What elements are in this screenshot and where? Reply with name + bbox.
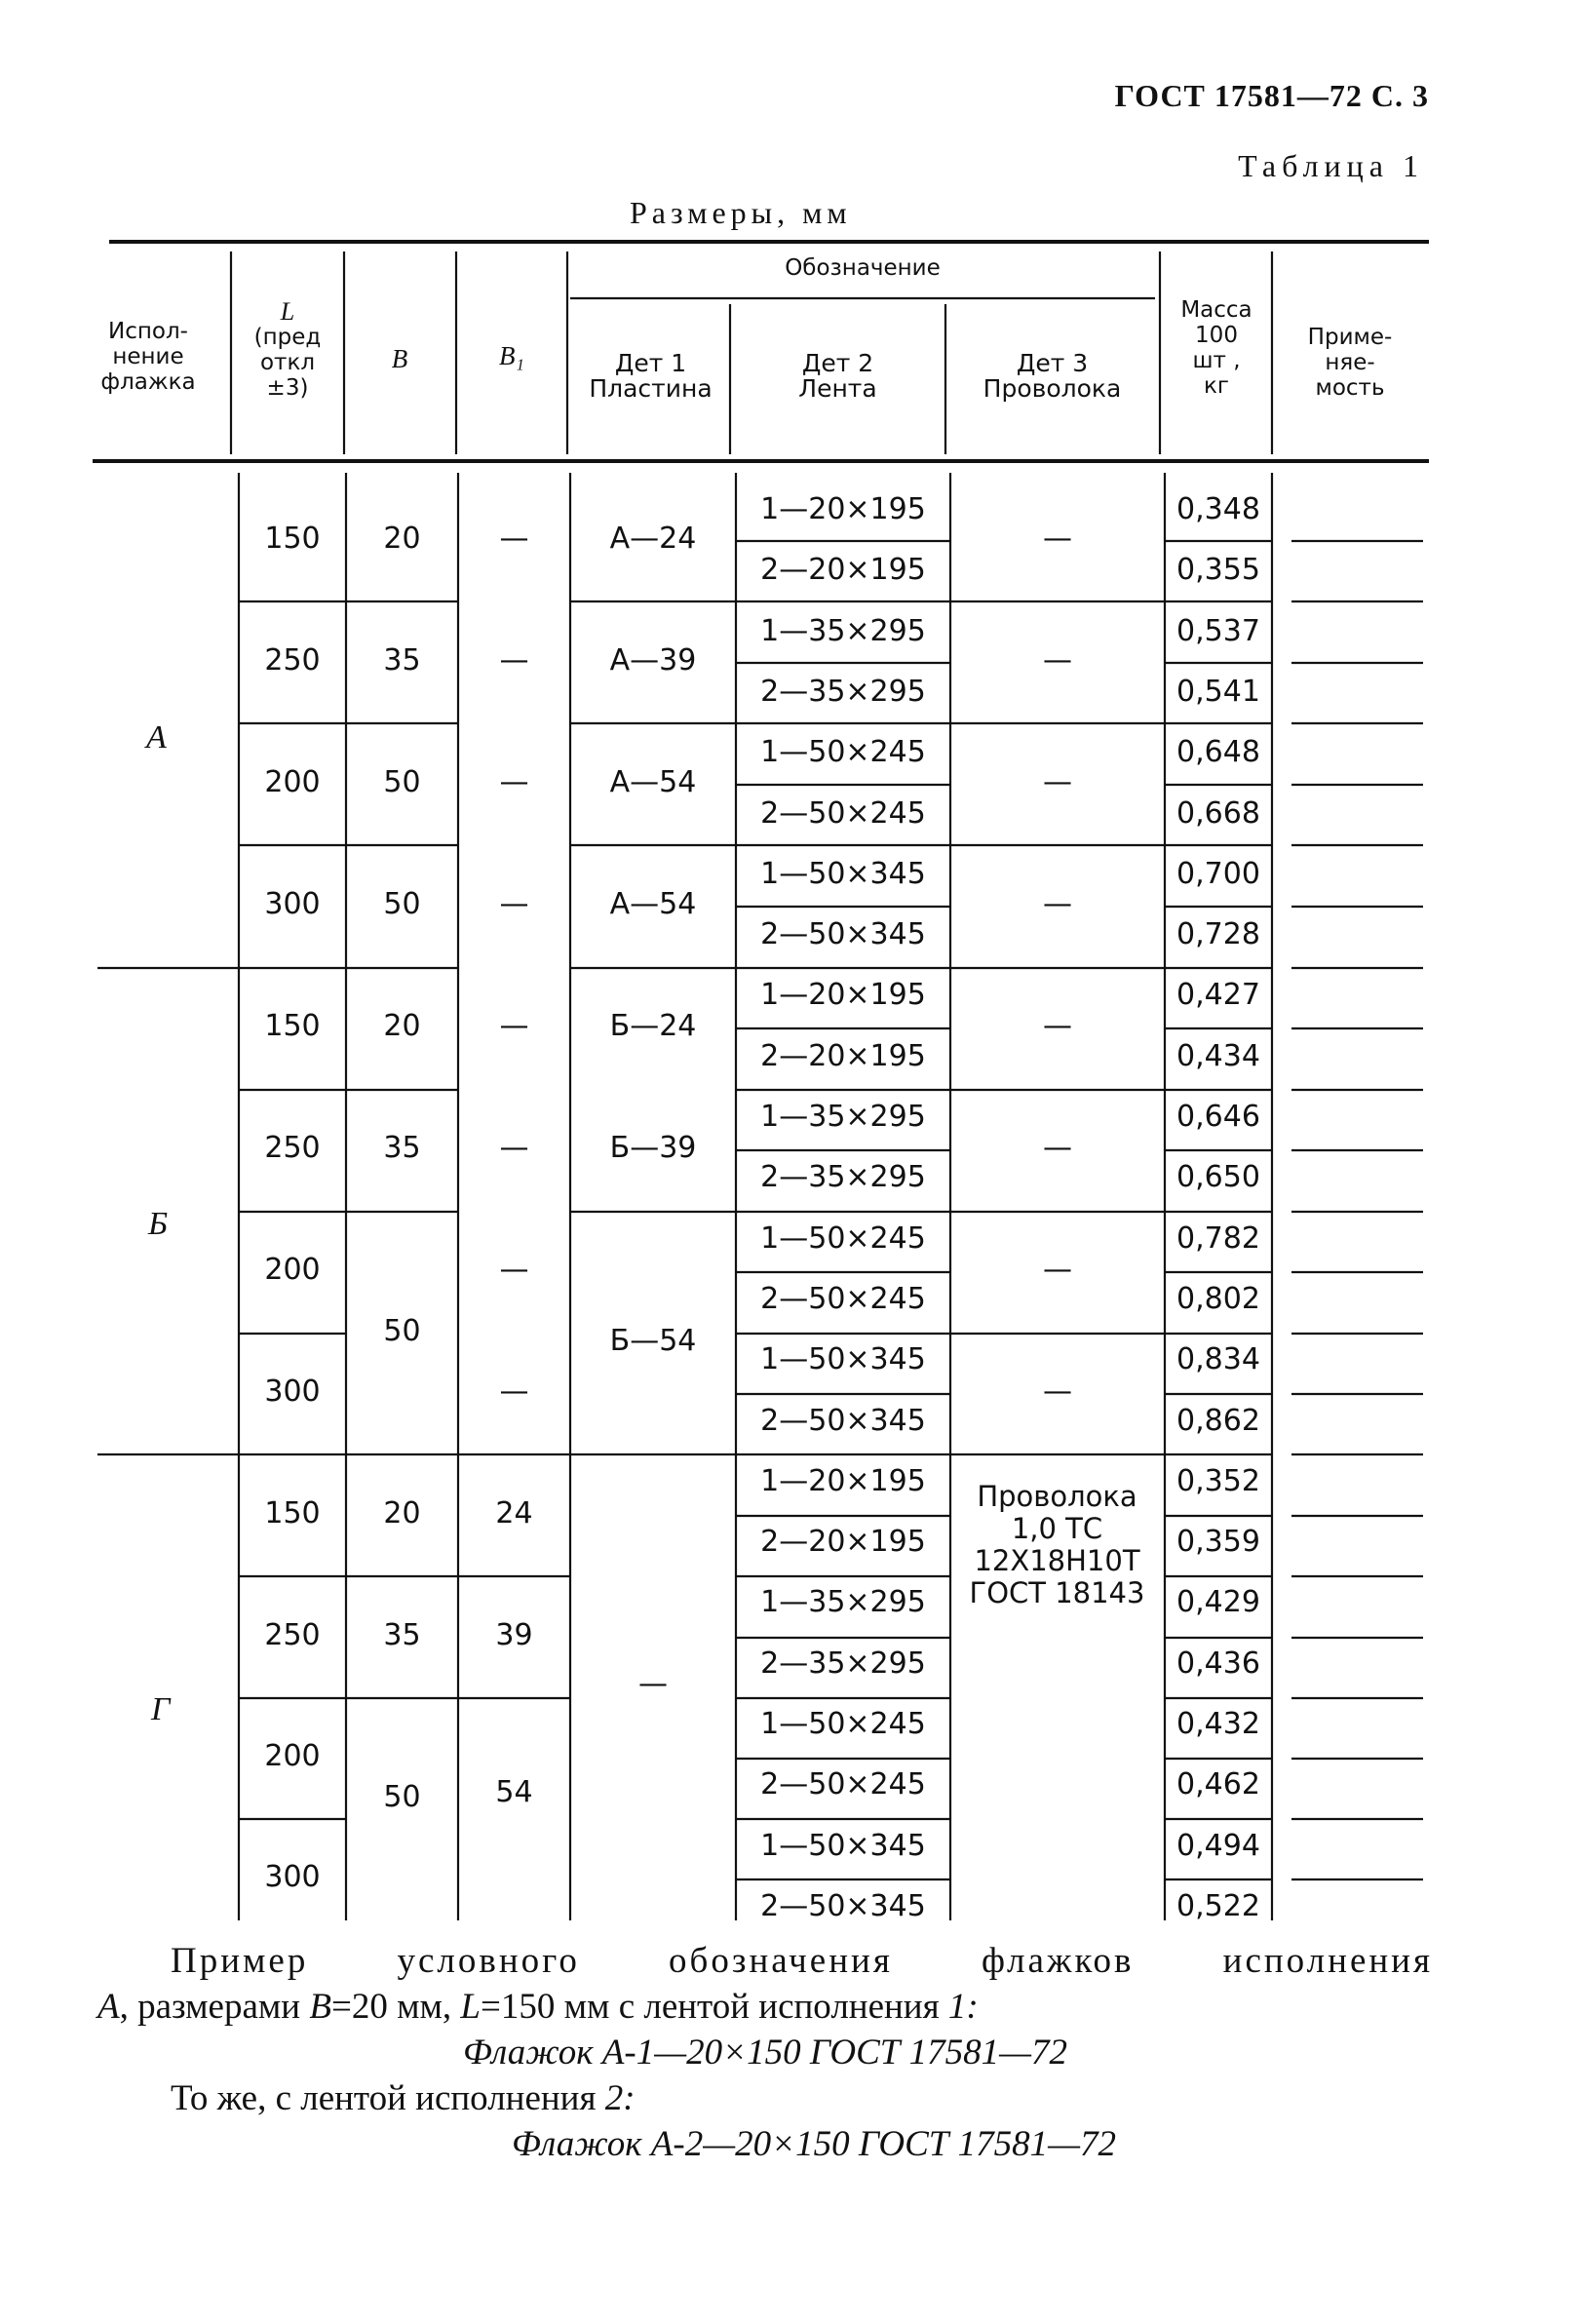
cell-det3: — [1043,887,1072,921]
cell-b-merged: 50 [383,1314,421,1348]
cell-b: 50 [383,765,421,799]
example-l-symbol: L [460,1987,481,2027]
header-applicability-line: Приме- [1307,325,1393,350]
header-det1-line: Пластина [589,374,713,403]
cell-mass: 0,541 [1176,675,1260,709]
wire-note-line: ГОСТ 18143 [969,1576,1145,1609]
header-variant [90,319,207,395]
cell-tape: 1—50×345 [760,1342,926,1376]
cell-tape: 2—35×295 [760,675,926,709]
cell-l: 300 [264,887,321,921]
header-det3-line: Дет 3 [1016,349,1089,377]
cell-mass: 0,782 [1176,1221,1260,1256]
cell-l: 200 [264,1739,321,1773]
cell-tape: 1—35×295 [760,614,926,648]
wire-note-line: Проволока [977,1480,1137,1513]
header-designation: Обозначение [785,255,941,281]
cell-tape: 2—50×345 [760,1889,926,1923]
group-label: Б [148,1206,169,1242]
header-variant-line: флажка [100,369,196,395]
cell-l: 300 [264,1860,321,1894]
cell-mass: 0,429 [1176,1585,1260,1619]
cell-mass: 0,834 [1176,1342,1260,1376]
cell-mass: 0,862 [1176,1404,1260,1438]
cell-b1: — [499,765,529,799]
header-mass-line: 100 [1195,323,1238,348]
header-det1-line: Дет 1 [614,349,687,377]
cell-b1: — [499,1009,529,1043]
cell-b1-merged: 54 [495,1775,533,1809]
example-designation-2: Флажок А-2—20×150 ГОСТ 17581—72 [511,2124,1117,2164]
cell-tape: 2—50×345 [760,917,926,951]
cell-det3: — [1043,643,1072,678]
example-text: =20 мм, [330,1987,452,2027]
header-det3 [947,351,1157,402]
cell-mass: 0,646 [1176,1100,1260,1134]
wire-note-line: 1,0 ТС [1011,1512,1103,1545]
cell-det1-merged: Б—54 [609,1324,697,1358]
header-det2 [733,351,943,402]
header-length-symbol: L [280,297,295,326]
cell-mass: 0,436 [1176,1646,1260,1681]
header-length-line: ±3) [266,375,309,401]
cell-det3: — [1043,765,1072,799]
cell-det3: — [1043,522,1072,556]
cell-mass: 0,348 [1176,492,1260,526]
example-variant: А [97,1987,120,2027]
example-line-4 [97,2075,1433,2121]
cell-det1: А—54 [609,887,697,921]
example-text: Пример условного обозначения флажков исполнения [171,1941,1433,1981]
cell-det3: — [1043,1253,1072,1287]
example-line-2 [97,1984,1433,2030]
cell-mass: 0,728 [1176,917,1260,951]
cell-mass: 0,462 [1176,1767,1260,1801]
cell-tape: 2—35×295 [760,1646,926,1681]
cell-wire-note [952,1481,1162,1609]
cell-l: 200 [264,1253,321,1287]
cell-mass: 0,650 [1176,1160,1260,1194]
cell-det1: А—24 [609,522,697,556]
header-applicability-line: няе- [1325,350,1375,375]
cell-mass: 0,359 [1176,1525,1260,1559]
cell-tape: 1—50×345 [760,1829,926,1863]
header-applicability-line: мость [1315,375,1385,401]
page-header: ГОСТ 17581—72 С. 3 [1114,78,1429,113]
cell-tape: 1—50×245 [760,1221,926,1256]
cell-l: 300 [264,1375,321,1409]
cell-mass: 0,355 [1176,553,1260,587]
header-mass-line: Масса [1180,297,1252,323]
example-b-symbol: B [309,1987,331,2027]
example-line-1 [97,1938,1433,1984]
header-mass-line: кг [1204,373,1229,399]
cell-tape: 2—20×195 [760,553,926,587]
cell-tape: 2—50×245 [760,1282,926,1316]
cell-mass: 0,494 [1176,1829,1260,1863]
cell-mass: 0,537 [1176,614,1260,648]
cell-det1: А—39 [609,643,697,678]
cell-det1: Б—39 [609,1131,697,1165]
cell-b-merged: 50 [383,1780,421,1814]
cell-det3: — [1043,1131,1072,1165]
cell-l: 250 [264,1131,321,1165]
cell-tape: 1—50×345 [760,857,926,891]
cell-l: 250 [264,1618,321,1652]
header-variant-line: нение [112,344,184,369]
cell-b1: — [499,887,529,921]
header-b1: B₁ [499,341,524,370]
cell-det1: Б—24 [609,1009,697,1043]
example-paragraph [97,1938,1433,2167]
cell-mass: 0,522 [1176,1889,1260,1923]
header-length-line: откл [259,350,316,375]
cell-tape: 1—50×245 [760,1707,926,1741]
cell-tape: 1—50×245 [760,735,926,769]
header-length [234,299,341,401]
cell-det3: — [1043,1375,1072,1409]
header-det2-line: Дет 2 [801,349,874,377]
cell-tape: 1—20×195 [760,978,926,1012]
group-label: А [146,719,167,755]
cell-b: 50 [383,887,421,921]
cell-b: 35 [383,1618,421,1652]
cell-b1: — [499,643,529,678]
cell-l: 150 [264,1009,321,1043]
cell-l: 250 [264,643,321,678]
cell-mass: 0,668 [1176,796,1260,831]
example-text: =150 мм с лентой исполнения [481,1987,940,2027]
example-text: , размерами [119,1987,301,2027]
cell-tape: 2—20×195 [760,1039,926,1073]
cell-b: 20 [383,522,421,556]
cell-l: 200 [264,765,321,799]
cell-tape: 1—35×295 [760,1585,926,1619]
sizes-caption: Размеры, мм [630,195,852,230]
cell-l: 150 [264,1496,321,1530]
cell-b: 20 [383,1496,421,1530]
cell-b1: — [499,1131,529,1165]
cell-b1: — [499,1375,529,1409]
example-text: То же, с лентой исполнения [171,2078,597,2118]
cell-tape: 2—50×345 [760,1404,926,1438]
cell-b1: 24 [495,1496,533,1530]
cell-tape: 1—20×195 [760,492,926,526]
example-tape-number: 1: [947,1987,979,2027]
cell-mass: 0,700 [1176,857,1260,891]
cell-tape: 2—20×195 [760,1525,926,1559]
header-det2-line: Лента [798,374,877,403]
header-b: B [391,344,408,373]
cell-det1: А—54 [609,765,697,799]
header-variant-line: Испол- [108,319,188,344]
group-label: Г [151,1691,171,1727]
header-length-line: (пред [253,325,322,350]
table-number: Таблица 1 [1238,148,1424,183]
wire-note-line: 12Х18Н10Т [974,1544,1140,1577]
example-tape-number: 2: [604,2078,636,2118]
cell-tape: 1—35×295 [760,1100,926,1134]
cell-tape: 1—20×195 [760,1464,926,1498]
header-mass-line: шт , [1192,348,1241,373]
cell-b: 35 [383,643,421,678]
header-applicability [1277,325,1423,401]
cell-det3: — [1043,1009,1072,1043]
cell-b: 20 [383,1009,421,1043]
cell-mass: 0,432 [1176,1707,1260,1741]
cell-tape: 2—50×245 [760,1767,926,1801]
cell-b1: — [499,1253,529,1287]
cell-b1: — [499,522,529,556]
cell-det1-merged: — [638,1667,668,1701]
cell-tape: 2—50×245 [760,796,926,831]
cell-mass: 0,352 [1176,1464,1260,1498]
header-det1 [570,351,731,402]
cell-l: 150 [264,522,321,556]
cell-b1: 39 [495,1618,533,1652]
header-det3-line: Проволока [983,374,1122,403]
example-designation-1: Флажок А-1—20×150 ГОСТ 17581—72 [462,2033,1068,2072]
cell-mass: 0,427 [1176,978,1260,1012]
cell-b: 35 [383,1131,421,1165]
header-mass [1162,297,1271,399]
cell-mass: 0,434 [1176,1039,1260,1073]
cell-mass: 0,802 [1176,1282,1260,1316]
cell-mass: 0,648 [1176,735,1260,769]
cell-tape: 2—35×295 [760,1160,926,1194]
